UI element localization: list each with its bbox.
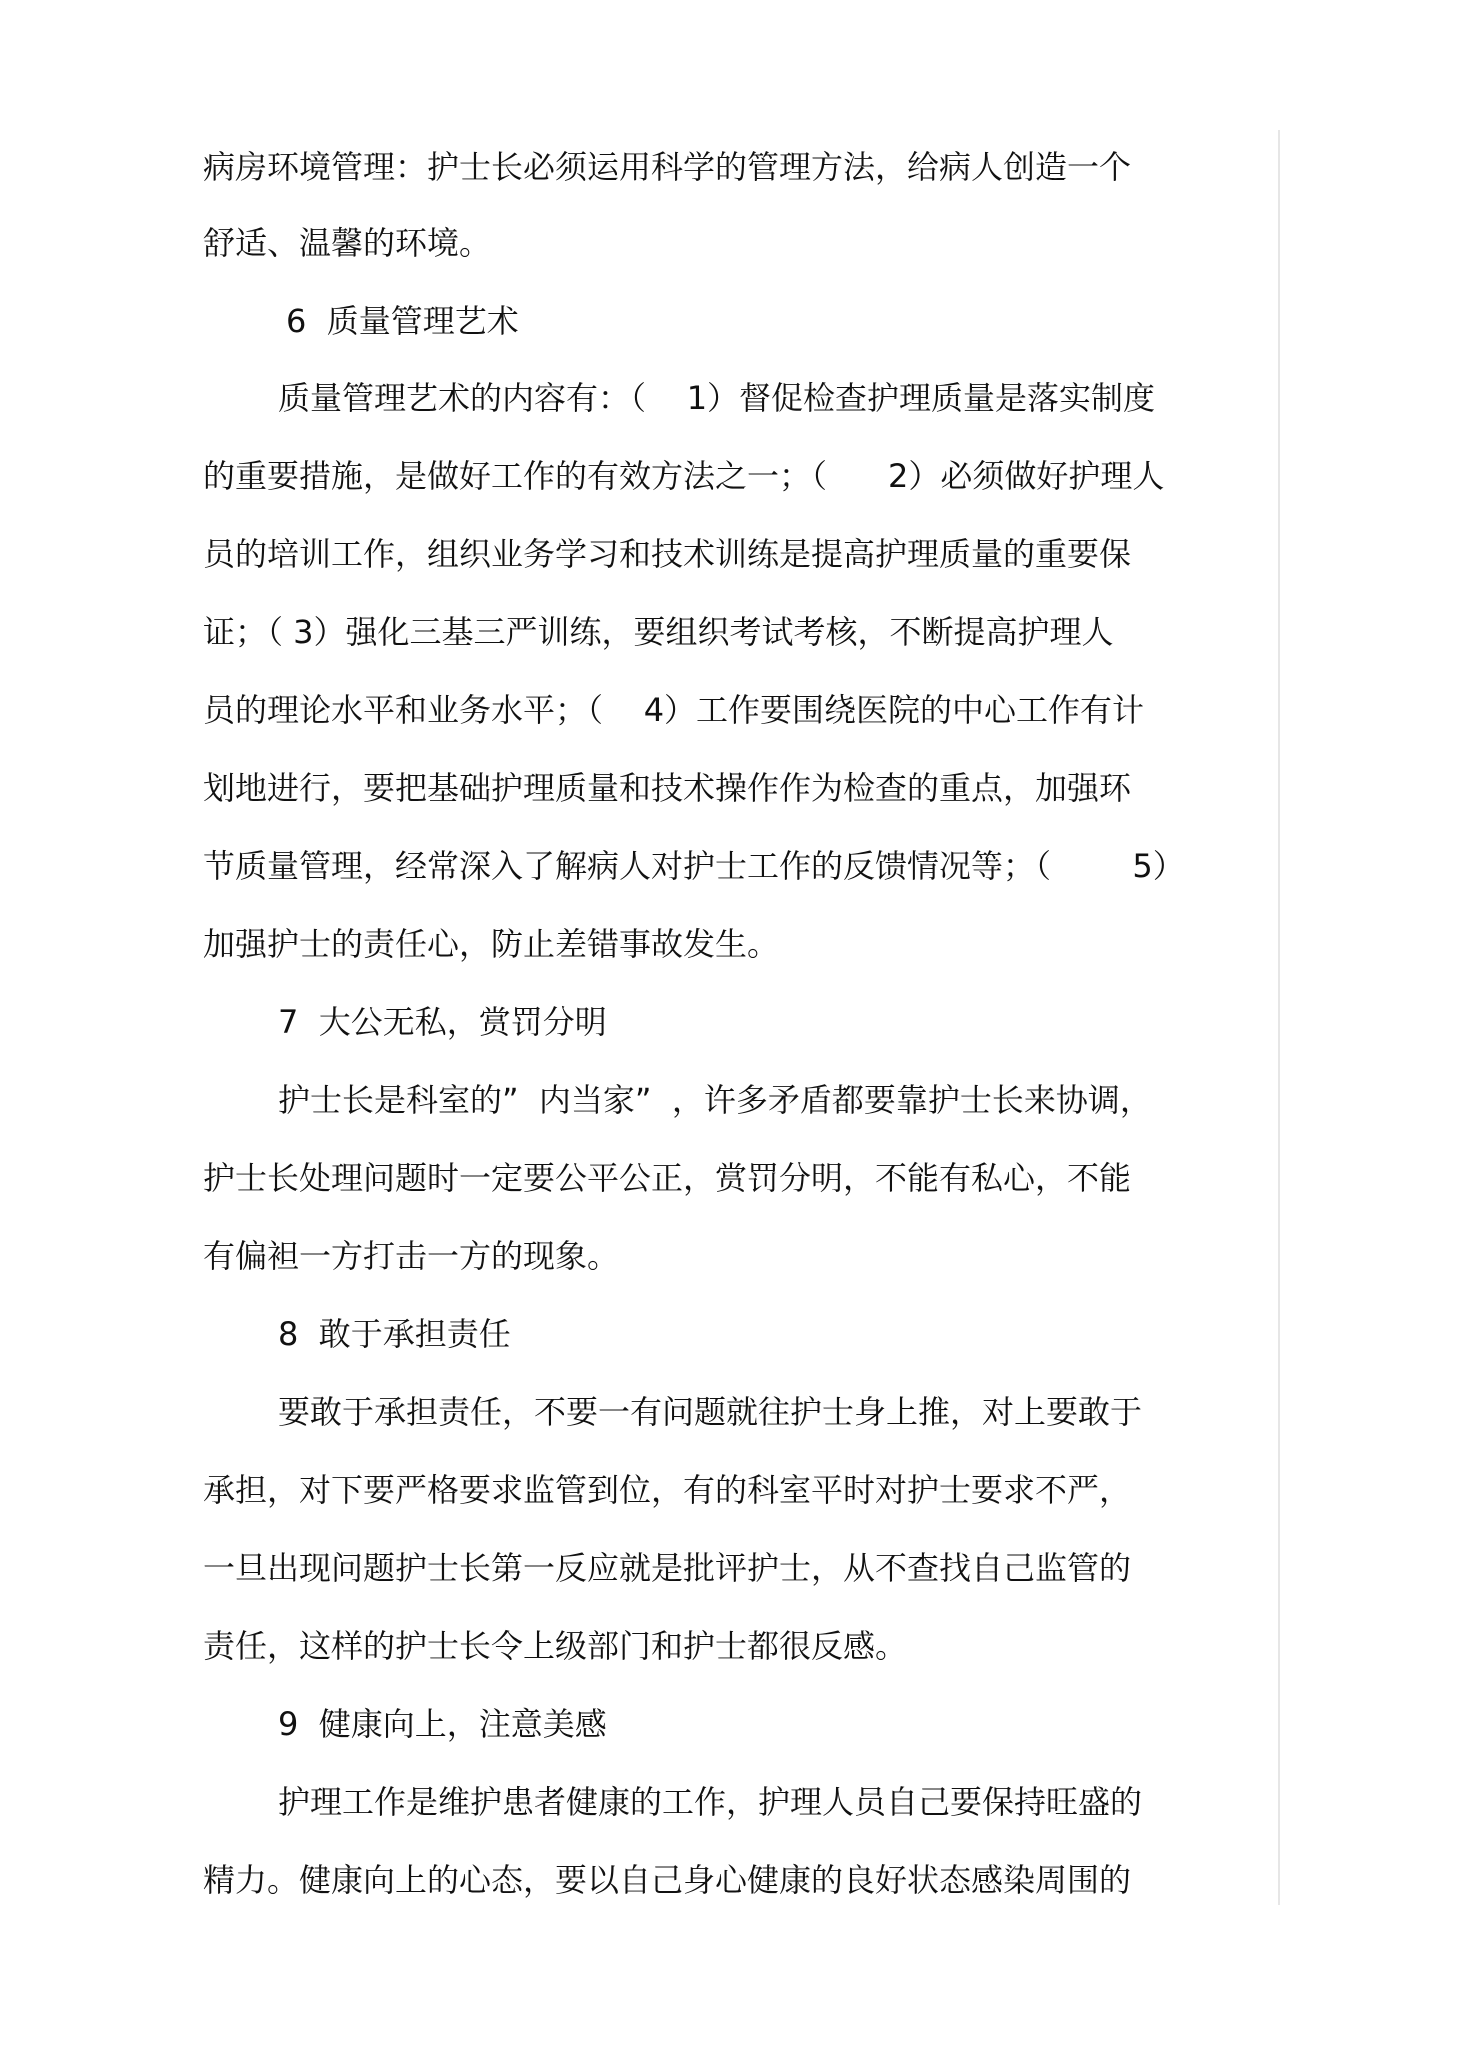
paragraph-line: 证；（ 3）强化三基三严训练，要组织考试考核，不断提高护理人 xyxy=(203,613,1114,651)
paragraph-line: 员的理论水平和业务水平；（ 4）工作要围绕医院的中心工作有计 xyxy=(203,691,1145,729)
paragraph-line: 节质量管理，经常深入了解病人对护士工作的反馈情况等；（ 5） xyxy=(203,847,1185,885)
paragraph-line: 精力。健康向上的心态，要以自己身心健康的良好状态感染周围的 xyxy=(203,1861,1132,1899)
paragraph-line: 护士长处理问题时一定要公平公正，赏罚分明，不能有私心，不能 xyxy=(203,1159,1132,1197)
section-heading: 8 敢于承担责任 xyxy=(278,1315,511,1353)
paragraph-line: 有偏袒一方打击一方的现象。 xyxy=(203,1237,620,1275)
paragraph-line: 划地进行，要把基础护理质量和技术操作作为检查的重点，加强环 xyxy=(203,769,1132,807)
paragraph-line: 病房环境管理：护士长必须运用科学的管理方法，给病人创造一个 xyxy=(203,148,1132,186)
section-heading: 6 质量管理艺术 xyxy=(286,302,519,340)
paragraph-line: 责任，这样的护士长令上级部门和护士都很反感。 xyxy=(203,1627,908,1665)
paragraph-line: 加强护士的责任心，防止差错事故发生。 xyxy=(203,925,780,963)
paragraph-line: 护理工作是维护患者健康的工作，护理人员自己要保持旺盛的 xyxy=(278,1783,1143,1821)
paragraph-line: 质量管理艺术的内容有：（ 1）督促检查护理质量是落实制度 xyxy=(278,379,1156,417)
paragraph-line: 舒适、温馨的环境。 xyxy=(203,224,492,262)
paragraph-line: 一旦出现问题护士长第一反应就是批评护士，从不查找自己监管的 xyxy=(203,1549,1132,1587)
paragraph-line: 护士长是科室的” 内当家” ，许多矛盾都要靠护士长来协调， xyxy=(278,1081,1152,1119)
paragraph-line: 员的培训工作，组织业务学习和技术训练是提高护理质量的重要保 xyxy=(203,535,1132,573)
paragraph-line: 的重要措施，是做好工作的有效方法之一；（ 2）必须做好护理人 xyxy=(203,457,1165,495)
section-heading: 9 健康向上，注意美感 xyxy=(278,1705,607,1743)
paragraph-line: 要敢于承担责任，不要一有问题就往护士身上推，对上要敢于 xyxy=(278,1393,1143,1431)
section-heading: 7 大公无私，赏罚分明 xyxy=(278,1003,607,1041)
page-margin-rule xyxy=(1278,130,1280,1905)
paragraph-line: 承担，对下要严格要求监管到位，有的科室平时对护士要求不严， xyxy=(203,1471,1132,1509)
